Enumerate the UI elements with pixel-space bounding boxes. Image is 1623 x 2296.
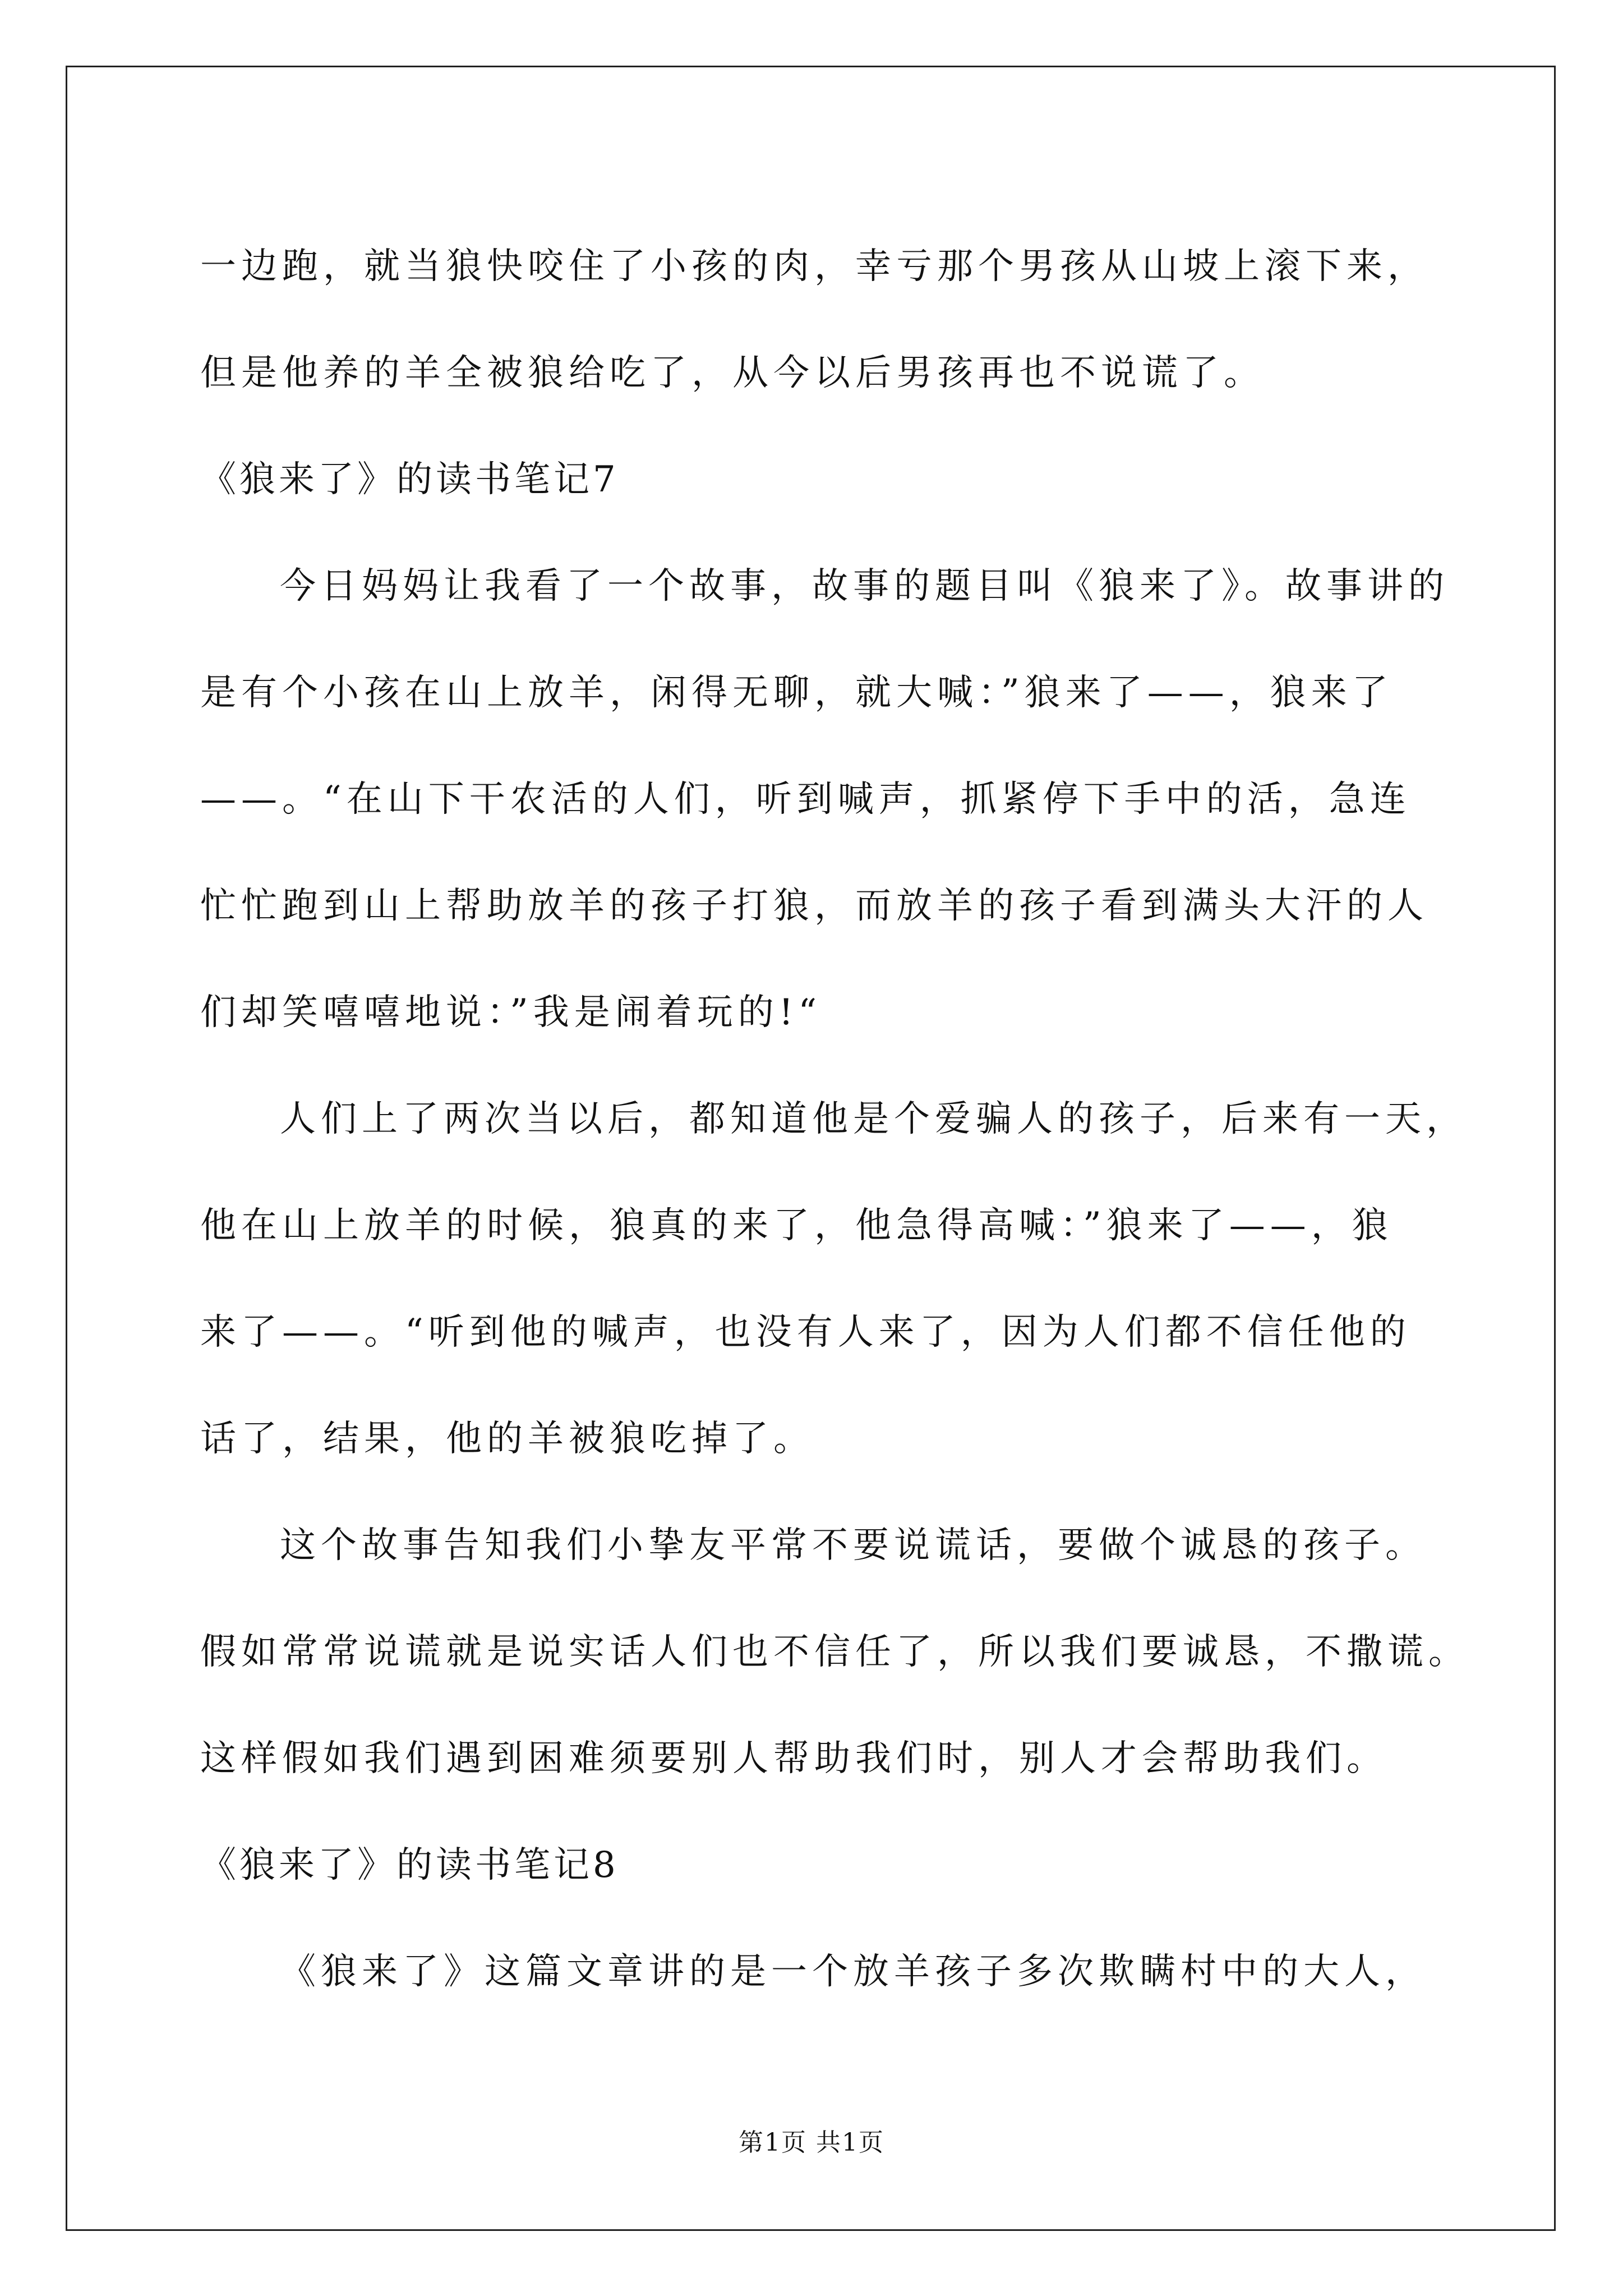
text-line: 话了，结果，他的羊被狼吃掉了。 [200,1418,814,1460]
paragraph-first-line: 这个故事告知我们小挚友平常不要说谎话，要做个诚恳的孩子。 [280,1525,1426,1566]
document-body [200,213,1469,2025]
paragraph-first-line: 人们上了两次当以后，都知道他是个爱骗人的孩子，后来有一天， [280,1098,1467,1140]
text-line: 忙忙跑到山上帮助放羊的孩子打狼，而放羊的孩子看到满头大汗的人 [200,885,1428,927]
text-line: 来了——。“听到他的喊声，也没有人来了，因为人们都不信任他的 [200,1312,1411,1353]
text-line: 是有个小孩在山上放羊，闲得无聊，就大喊：”狼来了——，狼来了 [200,672,1393,714]
text-line: 一边跑，就当狼快咬住了小孩的肉，幸亏那个男孩从山坡上滚下来， [200,246,1428,287]
text-line: 但是他养的羊全被狼给吃了，从今以后男孩再也不说谎了。 [200,352,1265,394]
text-line: 他在山上放羊的时候，狼真的来了，他急得高喊：”狼来了——，狼 [200,1205,1393,1246]
paragraph-first-line: 《狼来了》这篇文章讲的是一个放羊孩子多次欺瞒村中的大人， [280,1951,1426,1993]
text-line: 假如常常说谎就是说实话人们也不信任了，所以我们要诚恳，不撒谎。 [200,1631,1469,1673]
text-line: 们却笑嘻嘻地说：”我是闹着玩的!“ [200,992,822,1033]
page-footer: 第1页 共1页 [739,2128,884,2157]
text-line: ——。“在山下干农活的人们，听到喊声，抓紧停下手中的活，急连 [200,779,1411,820]
section-heading: 《狼来了》的读书笔记7 [200,459,619,500]
text-line: 这样假如我们遇到困难须要别人帮助我们时，别人才会帮助我们。 [200,1738,1387,1779]
section-heading: 《狼来了》的读书笔记8 [200,1844,619,1886]
paragraph-first-line: 今日妈妈让我看了一个故事，故事的题目叫《狼来了》。故事讲的 [280,565,1449,607]
